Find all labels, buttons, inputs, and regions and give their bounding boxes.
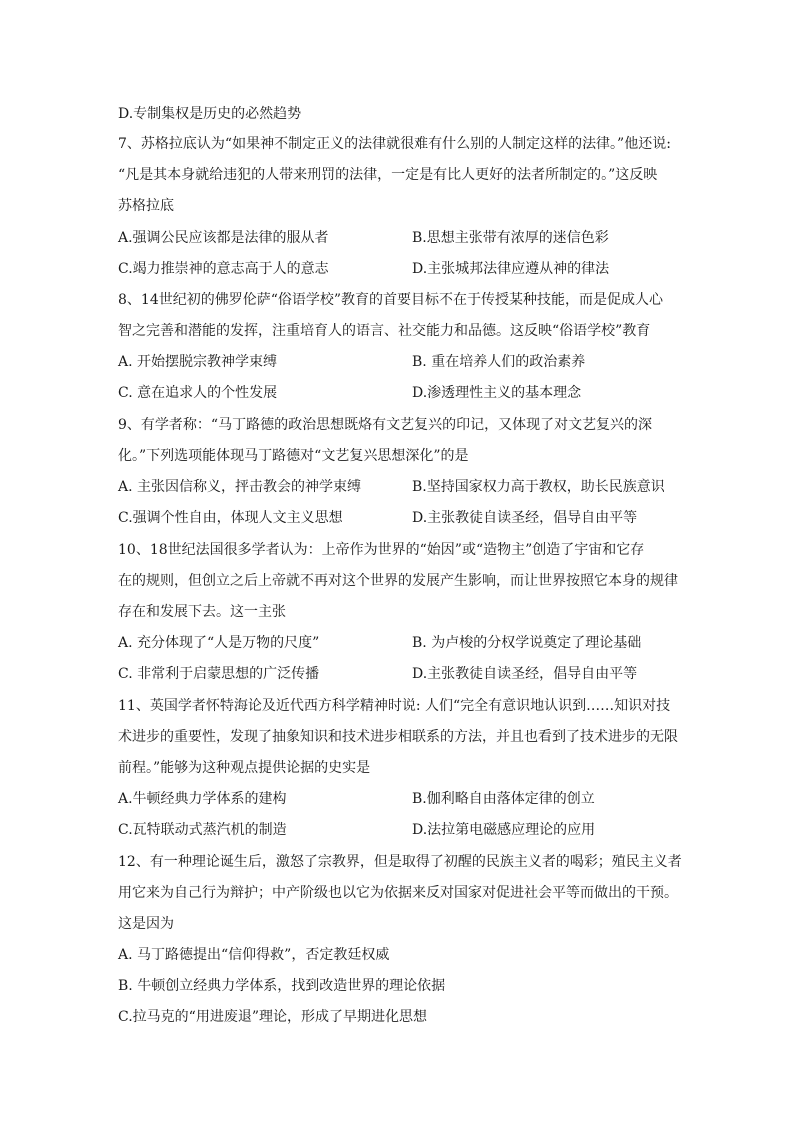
q7-option-d: D.主张城邦法律应遵从神的律法 — [412, 261, 610, 277]
q9-option-b: B.坚持国家权力高于教权，助长民族意识 — [412, 479, 665, 495]
question-12-line-2: 用它来为自己行为辩护；中产阶级也以它为依据来反对国家对促进社会平等而做出的干预。 — [118, 885, 678, 901]
q10-option-c: C. 非常利于启蒙思想的广泛传播 — [118, 666, 320, 682]
q7-option-b: B.思想主张带有浓厚的迷信色彩 — [412, 230, 609, 246]
q10-option-d: D.主张教徒自读圣经，倡导自由平等 — [412, 666, 638, 682]
q8-option-d: D.渗透理性主义的基本理念 — [412, 385, 582, 401]
question-10-line-3: 存在和发展下去。这一主张 — [118, 604, 286, 620]
q11-option-d: D.法拉第电磁感应理论的应用 — [412, 822, 596, 838]
question-8-line-2: 智之完善和潜能的发挥，注重培育人的语言、社交能力和品德。这反映“俗语学校”教育 — [118, 323, 651, 339]
q11-option-c: C.瓦特联动式蒸汽机的制造 — [118, 822, 287, 838]
q9-option-d: D.主张教徒自读圣经，倡导自由平等 — [412, 510, 638, 526]
q11-option-b: B.伽利略自由落体定律的创立 — [412, 791, 595, 807]
question-11-line-3: 前程。”能够为这种观点提供论据的史实是 — [118, 760, 371, 776]
q8-option-c: C. 意在追求人的个性发展 — [118, 385, 278, 401]
question-12-line-3: 这是因为 — [118, 916, 174, 932]
question-7-line-1: 7、苏格拉底认为“如果神不制定正义的法律就很难有什么别的人制定这样的法律。”他还说: — [118, 136, 671, 152]
option-d-q6: D.专制集权是历史的必然趋势 — [118, 106, 302, 122]
question-7-line-2: “凡是其本身就给违犯的人带来刑罚的法律，一定是有比人更好的法者所制定的。”这反映 — [118, 167, 658, 183]
question-10-line-2: 在的规则，但创立之后上帝就不再对这个世界的发展产生影响，而让世界按照它本身的规律 — [118, 573, 678, 589]
question-10-line-1: 10、18世纪法国很多学者认为：上帝作为世界的“始因”或“造物主”创造了宇宙和它存 — [118, 542, 645, 558]
q7-option-c: C.竭力推崇神的意志高于人的意志 — [118, 261, 329, 277]
q8-option-a: A. 开始摆脱宗教神学束缚 — [118, 354, 278, 370]
q12-option-c: C.拉马克的“用进废退”理论，形成了早期进化思想 — [118, 1009, 427, 1025]
q8-option-b: B. 重在培养人们的政治素养 — [412, 354, 586, 370]
q12-option-b: B. 牛顿创立经典力学体系，找到改造世界的理论依据 — [118, 978, 446, 994]
question-8-line-1: 8、14世纪初的佛罗伦萨“俗语学校”教育的首要目标不在于传授某种技能，而是促成人心 — [118, 292, 664, 308]
question-12-line-1: 12、有一种理论诞生后，激怒了宗教界，但是取得了初醒的民族主义者的喝彩；殖民主义者 — [118, 854, 682, 870]
question-11-line-1: 11、英国学者怀特海论及近代西方科学精神时说: 人们“完全有意识地认识到……知识对技 — [118, 698, 671, 714]
q10-option-b: B. 为卢梭的分权学说奠定了理论基础 — [412, 635, 642, 651]
question-11-line-2: 术进步的重要性，发现了抽象知识和技术进步相联系的方法，并且也看到了技术进步的无限 — [118, 729, 678, 745]
q10-option-a: A. 充分体现了“人是万物的尺度” — [118, 635, 320, 651]
q11-option-a: A.牛顿经典力学体系的建构 — [118, 791, 287, 807]
q12-option-a: A. 马丁路德提出“信仰得救”，否定教廷权威 — [118, 947, 390, 963]
question-7-line-3: 苏格拉底 — [118, 198, 174, 214]
q7-option-a: A.强调公民应该都是法律的服从者 — [118, 230, 329, 246]
question-9-line-2: 化。”下列选项能体现马丁路德对“文艺复兴思想深化”的是 — [118, 448, 469, 464]
question-9-line-1: 9、有学者称：“马丁路德的政治思想既烙有文艺复兴的印记，又体现了对文艺复兴的深 — [118, 417, 653, 433]
q9-option-a: A. 主张因信称义，抨击教会的神学束缚 — [118, 479, 362, 495]
q9-option-c: C.强调个性自由，体现人文主义思想 — [118, 510, 343, 526]
